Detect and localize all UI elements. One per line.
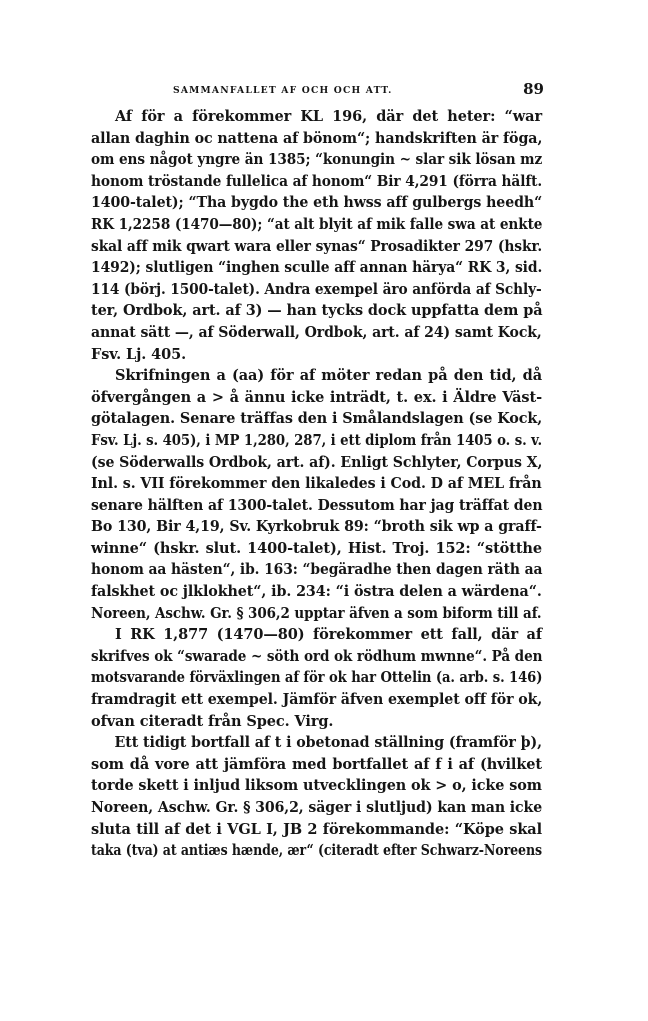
text-line: winne“ (hskr. slut. 1400-talet), Hist. Troj. 152: “stötthe <box>91 539 542 557</box>
text-line: (se Söderwalls Ordbok, art. af). Enligt Schlyter, Corpus X, <box>91 453 543 471</box>
text-line: Ett tidigt bortfall af t i obetonad ställning (framför þ), <box>114 734 542 752</box>
text-line: götalagen. Senare träffas den i Smålandslagen (se Kock, <box>91 410 543 428</box>
text-line: som då vore att jämföra med bortfallet af f i af (hvilket <box>91 755 542 773</box>
text-line: taka (tva) at antiæs hænde, ær“ (citeradt efter Schwarz-Noreens <box>91 842 543 860</box>
text-line: om ens något yngre än 1385; “konungin ~ slar sik lösan mz <box>91 151 543 169</box>
paragraph <box>91 732 542 862</box>
text-line: sluta till af det i VGL I, JB 2 förekommande: “Köpe skal <box>91 820 542 838</box>
text-line: honom aa hästen“, ib. 163: “begäradhe then dagen räth aa <box>91 561 543 579</box>
text-line: Skrifningen a (aa) för af möter redan på den tid, då <box>115 367 542 385</box>
text-line: Af för a förekommer KL 196, där det heter: “war <box>115 108 542 125</box>
text-line: ofvan citeradt från Spec. Virg. <box>91 712 334 730</box>
text-line: Noreen, Aschw. Gr. § 306,2 upptar äfven a som biform till af. <box>91 604 542 622</box>
running-title: SAMMANFALLET AF OCH OCH ATT. <box>173 85 393 96</box>
text-line: honom tröstande fullelica af honom“ Bir 4,291 (förra hälft. <box>91 172 543 190</box>
text-line: torde skett i inljud liksom utvecklingen ok > o, icke som <box>91 777 542 795</box>
text-line: RK 1,2258 (1470—80); “at alt blyit af mik falle swa at enkte <box>91 215 543 233</box>
body-text <box>91 106 542 862</box>
text-line: falskhet oc jlklokhet“, ib. 234: “i östra delen a wärdena“. <box>91 583 542 601</box>
text-line: framdragit ett exempel. Jämför äfven exemplet off för ok, <box>91 691 543 709</box>
text-line: ter, Ordbok, art. af 3) — han tycks dock uppfatta dem på <box>91 302 543 320</box>
text-line: motsvarande förväxlingen af för ok har Ottelin (a. arb. s. 146) <box>91 669 543 687</box>
text-line: skrifves ok “swarade ~ söth ord ok rödhum mwnne“. På den <box>91 647 543 665</box>
page-number: 89 <box>523 80 544 98</box>
paragraph <box>91 106 542 365</box>
text-line: allan daghin oc nattena af bönom“; handskriften är föga, <box>91 129 543 147</box>
text-line: I RK 1,877 (1470—80) förekommer ett fall, där af <box>115 626 542 644</box>
text-line: Fsv. Lj. s. 405), i MP 1,280, 287, i ett diplom från 1405 o. s. v. <box>91 431 543 449</box>
text-line: öfvergången a > å ännu icke inträdt, t. ex. i Äldre Väst- <box>91 388 542 406</box>
text-line: senare hälften af 1300-talet. Dessutom har jag träffat den <box>91 496 543 514</box>
text-line: Inl. s. VII förekommer den likaledes i Cod. D af MEL från <box>91 475 542 493</box>
text-line: 1400-talet); “Tha bygdo the eth hwss aff gulbergs heedh“ <box>91 194 543 212</box>
text-line: Bo 130, Bir 4,19, Sv. Kyrkobruk 89: “broth sik wp a graff- <box>91 518 542 536</box>
text-line: 1492); slutligen “inghen sculle aff annan härya“ RK 3, sid. <box>91 259 543 277</box>
paragraph <box>91 365 542 624</box>
text-line: Noreen, Aschw. Gr. § 306,2, säger i slutljud) kan man icke <box>91 799 543 816</box>
text-line: skal aff mik qwart wara eller synas“ Prosadikter 297 (hskr. <box>91 237 543 255</box>
paragraph <box>91 624 542 732</box>
text-line: Fsv. Lj. 405. <box>91 345 187 363</box>
text-line: 114 (börj. 1500-talet). Andra exempel äro anförda af Schly- <box>91 280 542 298</box>
page-header <box>112 80 544 104</box>
text-line: annat sätt —, af Söderwall, Ordbok, art. af 24) samt Kock, <box>91 323 542 341</box>
